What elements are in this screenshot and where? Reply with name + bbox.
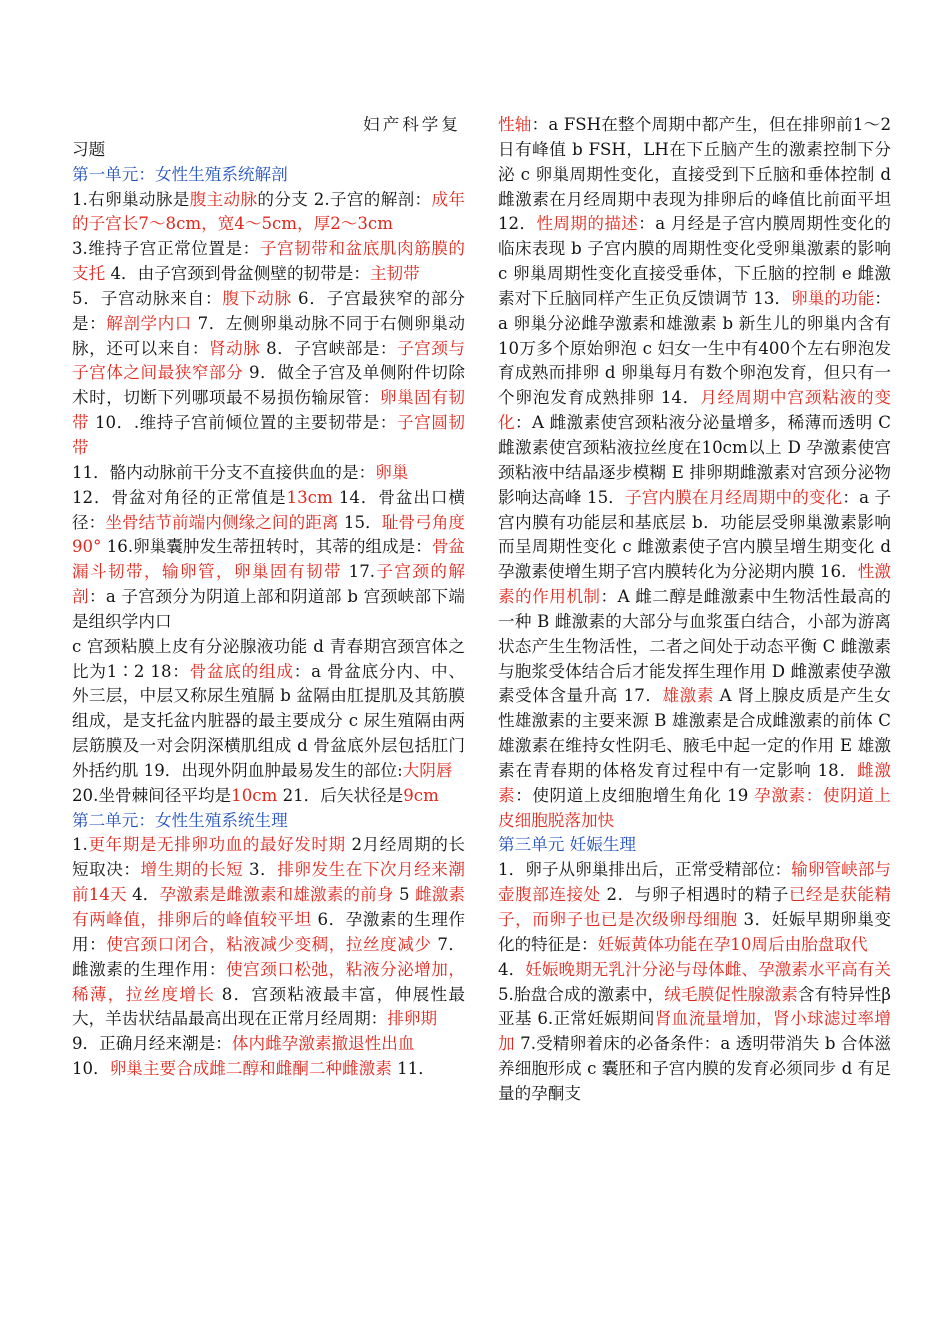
answer: 骨盆底的组成 bbox=[189, 661, 294, 681]
text: 10．.维持子宫前倾位置的主要韧带是： bbox=[89, 413, 397, 433]
text: 4． bbox=[498, 959, 526, 979]
answer: 绒毛膜促性腺激素 bbox=[664, 984, 798, 1004]
document-title-continued: 习题 bbox=[72, 139, 106, 159]
answer: 妊娠黄体功能在孕10周后由胎盘取代 bbox=[597, 934, 868, 954]
text: 16.卵巢囊肿发生蒂扭转时，其蒂的组成是： bbox=[101, 537, 432, 557]
text: 1．卵子从卵巢排出后，正常受精部位： bbox=[498, 860, 792, 880]
text: ：A 雌激素使宫颈粘液分泌量增多，稀薄而透明 C 雌激素使宫颈粘液拉丝度在10cm以上 D 孕激素使宫颈粘液中结晶逐步模糊 E 排卵期雌激素对宫颈分泌物影响达高峰 15． bbox=[498, 413, 891, 507]
answer: 性激素的作用机制 bbox=[498, 562, 892, 607]
text: 3．妊娠早期卵巢变化的特征是： bbox=[498, 910, 892, 954]
text: 17. bbox=[341, 562, 376, 582]
text: ：a 子宫内膜有功能层和基底层 b．功能层受卵巢激素影响而呈周期性变化 c 雌激素使子宫内膜呈增生期变化 d 孕激素使增生期子宫内膜转化为分泌期内膜 16． bbox=[498, 487, 892, 582]
text: 11．骼内动脉前干分支不直接供血的是： bbox=[72, 462, 376, 482]
answer: 更年期是无排卵功血的最好发时期 bbox=[87, 835, 346, 855]
answer: 13cm bbox=[286, 487, 333, 507]
answer: 月经周期中宫颈粘液的变化 bbox=[498, 388, 892, 433]
text: 1. bbox=[72, 835, 88, 855]
text: 3． bbox=[243, 860, 278, 880]
text: 5．子宫动脉来自： bbox=[72, 288, 223, 308]
text: ：a FSH在整个周期中都产生，但在排卵前1～2日有峰值 b FSH，LH在下丘脑产生的激素控制下分泌 c 卵巢周期性变化，直接受到下丘脑和垂体控制 d 雌激素在月经周期中表现为排卵后的峰值比前面平坦 12． bbox=[498, 115, 891, 234]
answer: 雄激素 bbox=[662, 686, 714, 706]
answer: 卵巢主要合成雌二醇和雌酮二种雌激素 bbox=[109, 1059, 392, 1079]
document-title: 妇产科学复 bbox=[363, 115, 461, 134]
answer: 妊娠晚期无乳汁分泌与母体雌、孕激素水平高有关 bbox=[525, 959, 892, 979]
answer: 已经是获能精子，而卵子也已是次级卵母细胞 bbox=[498, 885, 892, 929]
answer: 输卵管峡部与壶腹部连接处 bbox=[498, 860, 891, 905]
unit-3-heading: 第三单元 妊娠生理 bbox=[498, 835, 637, 855]
text: 2月经周期的长短取决： bbox=[72, 835, 465, 880]
text: 8．子宫峡部是： bbox=[260, 338, 398, 358]
left-column bbox=[72, 113, 465, 1082]
answer: 9cm bbox=[403, 785, 439, 805]
answer: 雌激素有两峰值，排卵后的峰值较平坦 bbox=[72, 885, 466, 929]
answer: 腹下动脉 bbox=[222, 288, 292, 308]
answer: 性周期的描述 bbox=[536, 214, 639, 234]
unit-1-heading: 第一单元：女性生殖系统解剖 bbox=[72, 164, 288, 184]
text: 14．骨盆出口横径： bbox=[72, 487, 465, 532]
answer: 性轴 bbox=[498, 115, 532, 134]
answer: 排卵期 bbox=[387, 1009, 438, 1029]
text: 12．骨盆对角径的正常值是 bbox=[72, 487, 287, 507]
answer: 排卵发生在下次月经来潮前14天 bbox=[72, 860, 466, 905]
unit-2-heading: 第二单元：女性生殖系统生理 bbox=[72, 810, 288, 830]
text: c 宫颈粘膜上皮有分泌腺液功能 d 青春期宫颈宫体之比为1∶2 18： bbox=[72, 636, 465, 681]
text: 含有特异性β亚基 6.正常妊娠期间 bbox=[498, 984, 891, 1029]
answer: 卵巢的功能 bbox=[791, 288, 875, 308]
text: 的分支 2.子宫的解剖： bbox=[257, 189, 432, 209]
answer: 子宫韧带和盆底肌肉筋膜的支托 bbox=[72, 239, 465, 284]
answer: 10cm bbox=[231, 785, 278, 805]
text: 10． bbox=[72, 1059, 110, 1079]
answer: 骨盆漏斗韧带，输卵管，卵巢固有韧带 bbox=[72, 537, 466, 582]
answer: 雌激素 bbox=[498, 760, 892, 805]
answer: 孕激素是雌激素和雄激素的前身 bbox=[159, 885, 394, 905]
text: 8．宫颈粘液最丰富，伸展性最大，羊齿状结晶最高出现在正常月经周期： bbox=[72, 984, 465, 1029]
answer: 子宫圆韧带 bbox=[72, 413, 466, 457]
answer: 使宫颈口松弛，粘液分泌增加，稀薄，拉丝度增长 bbox=[72, 959, 465, 1004]
text: ：A 雌二醇是雌激素中生物活性最高的一种 B 雌激素的大部分与血浆蛋白结合，小部为游离状态产生生物活性，二者之间处于动态平衡 C 雌激素与胞浆受体结合后才能发挥生理作用 D 雌激素使孕激素受体含量升高 17． bbox=[498, 587, 892, 706]
text: 7．左侧卵巢动脉不同于右侧卵巢动脉，还可以来自： bbox=[72, 313, 466, 358]
text: 3.维持子宫正常位置是： bbox=[72, 239, 260, 259]
text: ：a 子宫颈分为阴道上部和阴道部 b 宫颈峡部下端是组织学内口 bbox=[72, 587, 465, 631]
answer: 腹主动脉 bbox=[189, 189, 258, 209]
text: 5.胎盘合成的激素中， bbox=[498, 984, 665, 1004]
answer: 卵巢固有韧带 bbox=[72, 388, 465, 433]
text: 1.右卵巢动脉是 bbox=[72, 189, 190, 209]
answer: 体内雌孕激素撤退性出血 bbox=[231, 1034, 415, 1054]
text: ：a 骨盆底分内、中、外三层，中层又称尿生殖膈 b 盆隔由肛提肌及其筋膜组成，是支托盆内脏器的最主要成分 c 尿生殖隔由两层筋膜及一对会阴深横肌组成 d 骨盆底外层包括肛门外括约肌 19．出现外阴血肿最易发生的部位: bbox=[72, 661, 465, 780]
text: 20.坐骨棘间径平均是 bbox=[72, 785, 232, 805]
text: ：a 月经是子宫内膜周期性变化的临床表现 b 子宫内膜的周期性变化受卵巢激素的影响 c 卵巢周期性变化直接受垂体，下丘脑的控制 e 雌激素对下丘脑同样产生正负反馈调节 13． bbox=[498, 214, 892, 308]
text: 4． bbox=[126, 885, 160, 905]
answer: 解剖学内口 bbox=[106, 313, 192, 333]
answer: 耻骨弓角度90° bbox=[72, 512, 466, 557]
answer: 坐骨结节前端内侧缘之间的距离 bbox=[105, 512, 339, 532]
text: 4．由子宫颈到骨盆侧壁的韧带是： bbox=[105, 264, 370, 284]
text: 21．后矢状径是 bbox=[277, 785, 404, 805]
answer: 孕激素：使阴道上皮细胞脱落加快 bbox=[498, 785, 892, 830]
text: 5 bbox=[393, 885, 415, 905]
text: 6．孕激素的生理作用： bbox=[72, 910, 466, 954]
text: A 肾上腺皮质是产生女性雄激素的主要来源 B 雄激素是合成雌激素的前体 C 雄激素在维持女性阴毛、腋毛中起一定的作用 E 雄激素在青春期的体格发育过程中有一定影响 18． bbox=[498, 686, 892, 780]
answer: 成年的子宫长7～8cm，宽4～5cm，厚2～3cm bbox=[72, 189, 466, 234]
answer: 肾血流量增加，肾小球滤过率增加 bbox=[498, 1009, 891, 1054]
answer: 子宫颈的解剖 bbox=[72, 562, 466, 607]
text: 7．雌激素的生理作用： bbox=[72, 934, 466, 979]
answer: 卵巢 bbox=[375, 462, 409, 482]
text: 11． bbox=[391, 1059, 435, 1079]
right-column bbox=[498, 113, 891, 1107]
text: 9．正确月经来潮是： bbox=[72, 1034, 232, 1054]
answer: 使宫颈口闭合，粘液减少变稠，拉丝度减少 bbox=[106, 934, 432, 954]
answer: 肾动脉 bbox=[208, 338, 261, 358]
answer: 子宫颈与子宫体之间最狭窄部分 bbox=[72, 338, 466, 383]
text: ：a 卵巢分泌雌孕激素和雄激素 b 新生儿的卵巢内含有10万多个原始卵泡 c 妇女一生中有400个左右卵泡发育成熟而排卵 d 卵巢每月有数个卵泡发育，但只有一个卵泡发育成熟排卵 14． bbox=[498, 288, 892, 408]
answer: 主韧带 bbox=[369, 264, 420, 284]
text: 15． bbox=[338, 512, 382, 532]
answer: 子宫内膜在月经周期中的变化 bbox=[624, 487, 843, 507]
text: 9．做全子宫及单侧附件切除术时，切断下列哪项最不易损伤输尿管： bbox=[72, 363, 465, 408]
text: 6．子宫最狭窄的部分是： bbox=[72, 288, 465, 333]
text: 7.受精卵着床的必备条件：a 透明带消失 b 合体滋养细胞形成 c 囊胚和子宫内膜的发育必须同步 d 有足量的孕酮支 bbox=[498, 1034, 891, 1103]
text: ：使阴道上皮细胞增生角化 19 bbox=[515, 785, 755, 805]
answer: 大阴唇 bbox=[402, 760, 453, 780]
text: 2．与卵子相遇时的精子 bbox=[600, 885, 789, 905]
answer: 增生期的长短 bbox=[140, 860, 244, 880]
